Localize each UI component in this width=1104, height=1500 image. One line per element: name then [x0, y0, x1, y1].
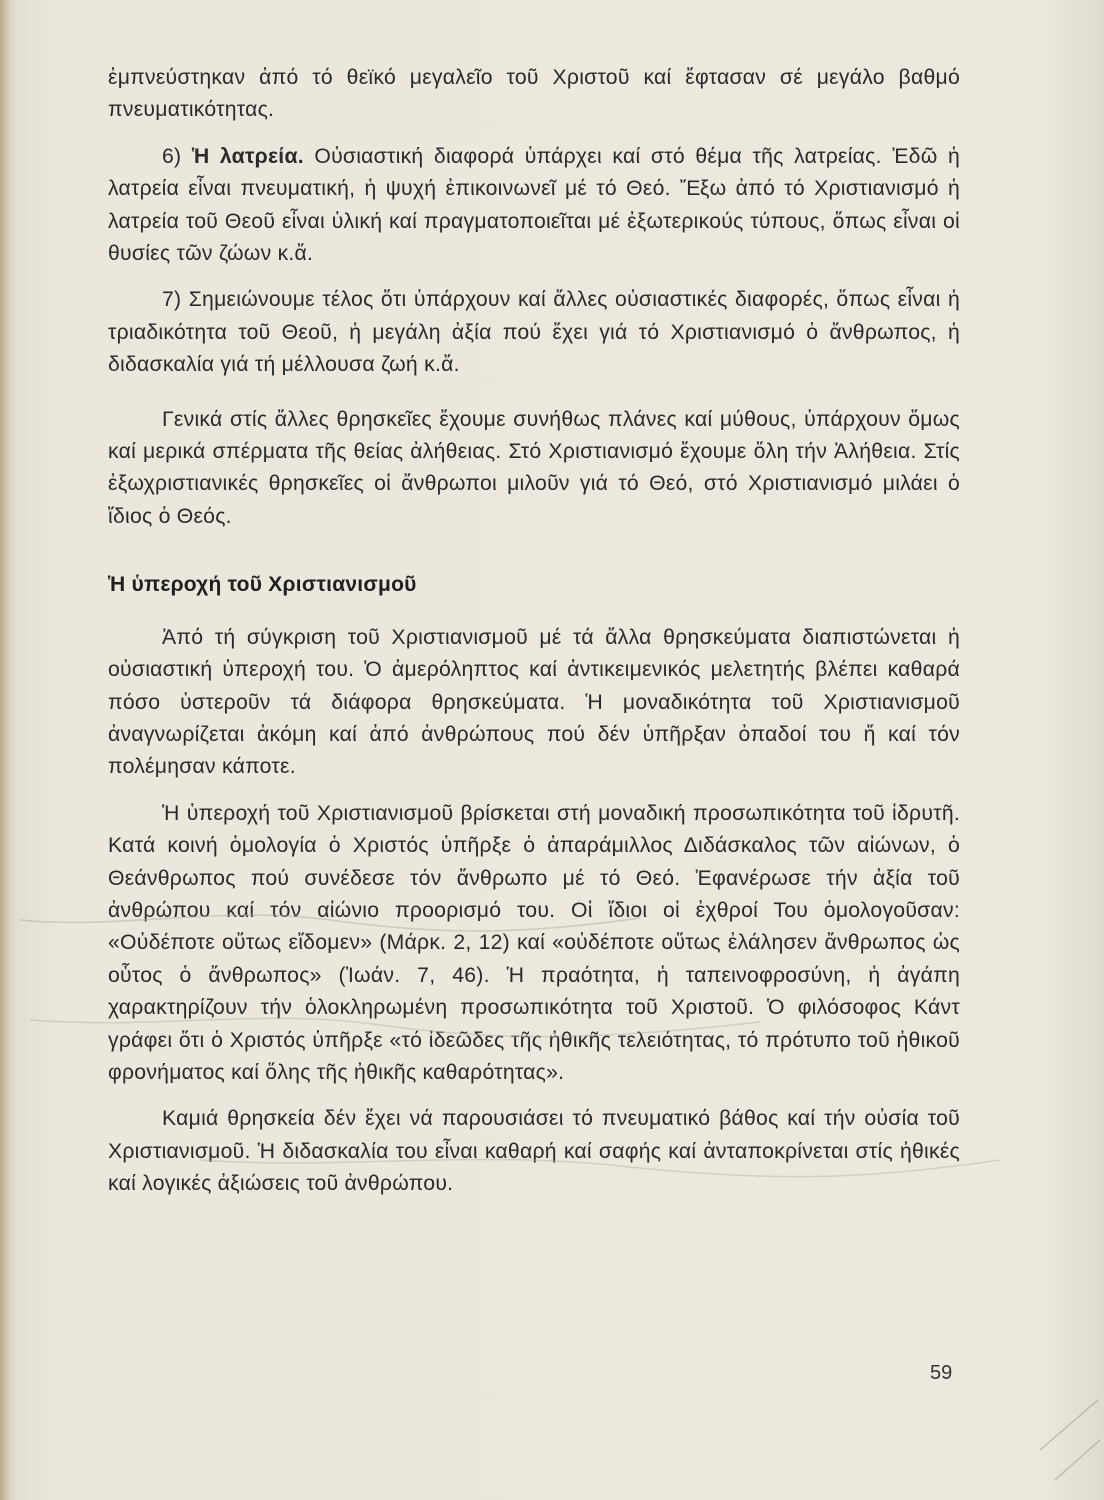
- section-heading: Ἡ ὑπεροχή τοῦ Χριστιανισμοῦ: [108, 573, 417, 597]
- paragraph-other-differences: 7) Σημειώνουμε τέλος ὅτι ὑπάρχουν καί ἄλλες οὐσιαστικές διαφορές, ὅπως εἶναι ἡ τριαδικότητα τοῦ Θεοῦ, ἡ μεγάλη ἀξία πού ἔχει γιά τό Χριστιανισμό ὁ ἄνθρωπος, ἡ διδασκαλία γιά τή μέλλουσα ζωή κ.ἄ.: [108, 288, 960, 377]
- paragraph-conclusion: Καμιά θρησκεία δέν ἔχει νά παρουσιάσει τό πνευματικό βάθος καί τήν οὐσία τοῦ Χριστιανισμοῦ. Ἡ διδασκαλία του εἶναι καθαρή καί σαφής καί ἀνταποκρίνεται στίς ἠθικές καί λογικές ἀξιώσεις τοῦ ἀνθρώπου.: [108, 1107, 960, 1196]
- wrinkle-line: [1040, 1400, 1098, 1450]
- paragraph-superiority: Ἀπό τή σύγκριση τοῦ Χριστιανισμοῦ μέ τά ἄλλα θρησκεύματα διαπιστώνεται ἡ οὐσιαστική ὑπεροχή του. Ὁ ἀμερόληπτος καί ἀντικειμενικός μελετητής βλέπει καθαρά πόσο ὑστεροῦν τά διάφορα θρησκεύματα. Ἡ μοναδικότητα τοῦ Χριστιανισμοῦ ἀναγνωρίζεται ἀκόμη καί ἀπό ἀνθρώπους πού δέν ὑπῆρξαν ὀπαδοί του ἤ καί τόν πολέμησαν κάποτε.: [108, 625, 960, 779]
- wrinkle-line: [1055, 1440, 1100, 1480]
- page-text-body: [108, 62, 960, 1201]
- page-number: 59: [930, 1362, 953, 1384]
- list-number: 6): [162, 144, 192, 168]
- worship-heading: Ἡ λατρεία.: [191, 144, 304, 168]
- paragraph-founder: Ἡ ὑπεροχή τοῦ Χριστιανισμοῦ βρίσκεται στή μοναδική προσωπικότητα τοῦ ἱδρυτῆ. Κατά κοινή ὁμολογία ὁ Χριστός ὑπῆρξε ὁ ἀπαράμιλλος Διδάσκαλος τῶν αἰώνων, ὁ Θεάνθρωπος πού συνέδεσε τόν ἄνθρωπο μέ τό Θεό. Ἐφανέρωσε τήν ἀξία τοῦ ἀνθρώπου καί τόν αἰώνιο προορισμό του. Οἱ ἴδιοι οἱ ἐχθροί Του ὁμολογοῦσαν: «Οὐδέποτε οὕτως εἴδομεν» (Μάρκ. 2, 12) καί «οὐδέποτε οὕτως ἐλάλησεν ἄνθρωπος ὡς οὗτος ὁ ἄνθρωπος» (Ἰωάν. 7, 46). Ἡ πραότητα, ἡ ταπεινοφροσύνη, ἡ ἀγάπη χαρακτηρίζουν τήν ὁλοκληρωμένη προσωπικότητα τοῦ Χριστοῦ. Ὁ φιλόσοφος Κάντ γράφει ὅτι ὁ Χριστός ὑπῆρξε «τό ἰδεῶδες τῆς ἠθικῆς τελειότητας, τό πρότυπο τοῦ ἠθικοῦ φρονήματος καί ὅλης τῆς ἠθικῆς καθαρότητας».: [108, 801, 960, 1084]
- paragraph-intro: ἐμπνεύστηκαν ἀπό τό θεϊκό μεγαλεῖο τοῦ Χριστοῦ καί ἔφτασαν σέ μεγάλο βαθμό πνευματικότητας.: [108, 66, 960, 122]
- book-spine-edge: [0, 0, 10, 1500]
- worship-text: Οὐσιαστική διαφορά ὑπάρχει καί στό θέμα τῆς λατρείας. Ἐδῶ ἡ λατρεία εἶναι πνευματική, ἡ ψυχή ἐπικοινωνεῖ μέ τό Θεό. Ἔξω ἀπό τό Χριστιανισμό ἡ λατρεία τοῦ Θεοῦ εἶναι ὑλική καί πραγματοποιεῖται μέ ἐξωτερικούς τύπους, ὅπως εἶναι οἱ θυσίες τῶν ζώων κ.ἄ.: [108, 144, 961, 266]
- paragraph-worship: [108, 141, 960, 271]
- paragraph-general: Γενικά στίς ἄλλες θρησκεῖες ἔχουμε συνήθως πλάνες καί μύθους, ὑπάρχουν ὅμως καί μερικά σπέρματα τῆς θείας ἀλήθειας. Στό Χριστιανισμό ἔχουμε ὅλη τήν Ἀλήθεια. Στίς ἐξωχριστιανικές θρησκεῖες οἱ ἄνθρωποι μιλοῦν γιά τό Θεό, στό Χριστιανισμό μιλάει ὁ ἴδιος ὁ Θεός.: [108, 407, 960, 528]
